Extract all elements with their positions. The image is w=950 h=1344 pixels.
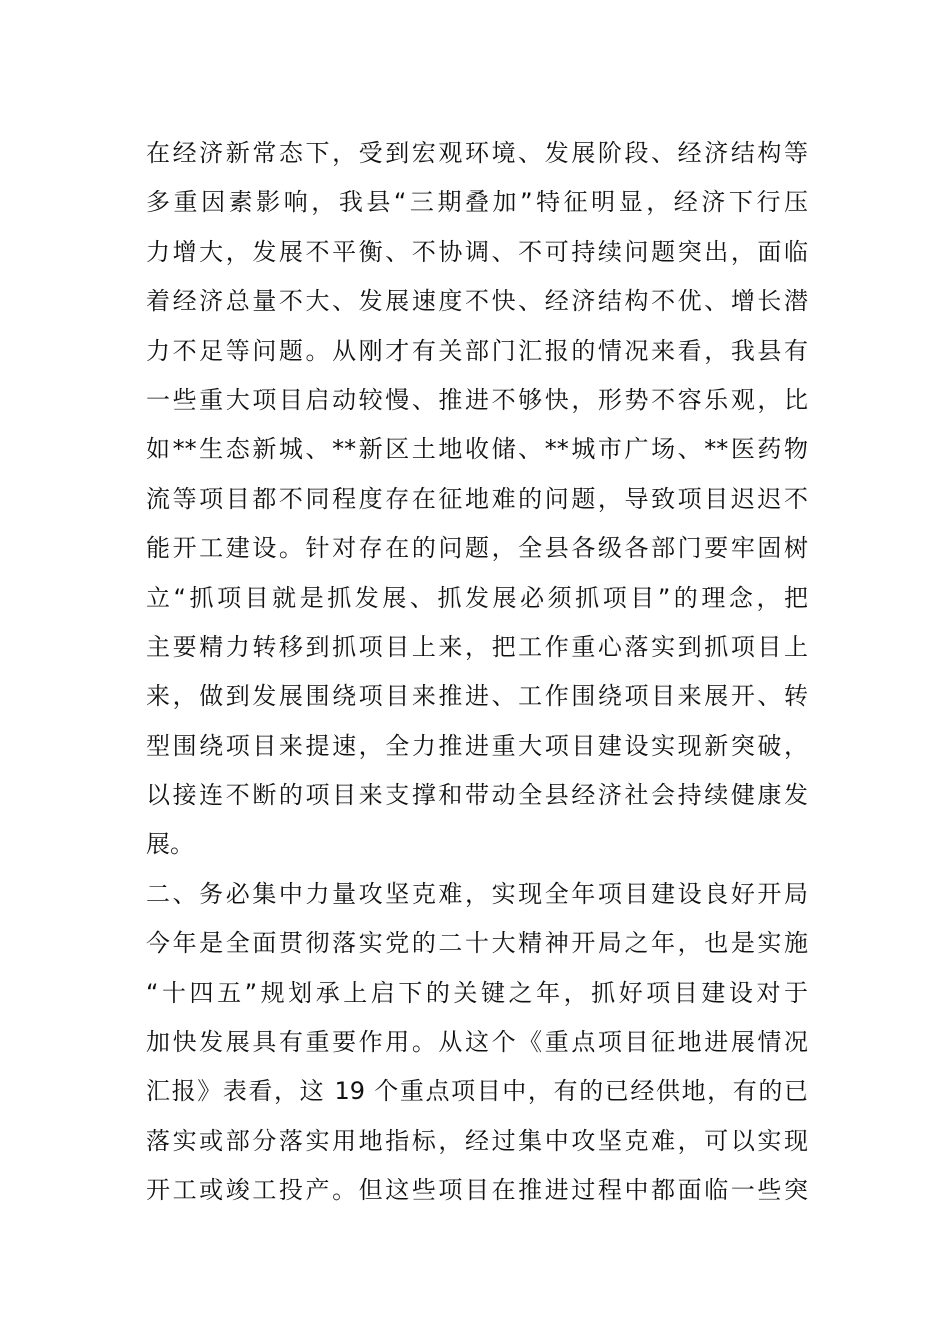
text-line: 能开工建设。针对存在的问题，全县各级各部门要牢固树	[146, 534, 808, 563]
text-line: 来，做到发展围绕项目来推进、工作围绕项目来展开、转	[146, 682, 808, 711]
text-line: 主要精力转移到抓项目上来，把工作重心落实到抓项目上	[146, 632, 808, 661]
text-line: 立“抓项目就是抓发展、抓发展必须抓项目”的理念，把	[146, 583, 808, 612]
text-line: “十四五”规划承上启下的关键之年，抓好项目建设对于	[146, 978, 808, 1007]
text-line: 今年是全面贯彻落实党的二十大精神开局之年，也是实施	[146, 929, 808, 958]
text-line: 如**生态新城、**新区土地收储、**城市广场、**医药物	[146, 435, 808, 464]
text-line: 力增大，发展不平衡、不协调、不可持续问题突出，面临	[146, 237, 808, 266]
section-heading: 二、务必集中力量攻坚克难，实现全年项目建设良好开局	[146, 879, 808, 908]
text-line: 力不足等问题。从刚才有关部门汇报的情况来看，我县有	[146, 336, 808, 365]
text-line: 多重因素影响，我县“三期叠加”特征明显，经济下行压	[146, 188, 808, 217]
text-line: 开工或竣工投产。但这些项目在推进过程中都面临一些突	[146, 1176, 808, 1205]
body-text	[146, 129, 808, 1216]
text-line: 加快发展具有重要作用。从这个《重点项目征地进展情况	[146, 1028, 808, 1057]
text-line: 落实或部分落实用地指标，经过集中攻坚克难，可以实现	[146, 1126, 808, 1155]
text-line: 在经济新常态下，受到宏观环境、发展阶段、经济结构等	[146, 139, 808, 167]
text-line: 型围绕项目来提速，全力推进重大项目建设实现新突破，	[146, 731, 808, 760]
text-line: 以接连不断的项目来支撑和带动全县经济社会持续健康发	[146, 781, 808, 810]
text-line: 汇报》表看，这 19 个重点项目中，有的已经供地，有的已	[146, 1077, 808, 1106]
paragraph-end-line: 展。	[146, 830, 194, 859]
text-line: 一些重大项目启动较慢、推进不够快，形势不容乐观，比	[146, 385, 808, 414]
text-line: 着经济总量不大、发展速度不快、经济结构不优、增长潜	[146, 287, 808, 316]
text-line: 流等项目都不同程度存在征地难的问题，导致项目迟迟不	[146, 484, 808, 513]
